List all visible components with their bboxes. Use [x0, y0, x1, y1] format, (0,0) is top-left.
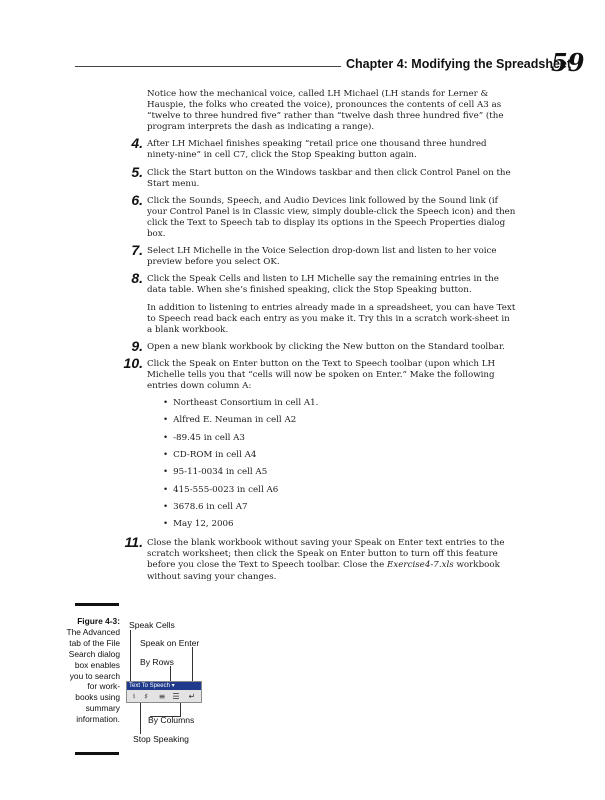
- step-number: 7.: [131, 242, 143, 259]
- figure-caption-text: The Advanced tab of the File Search dialog box enables you to search for work-books using summary information.: [66, 626, 120, 725]
- callout-by-columns: By Columns: [148, 715, 195, 725]
- figure-rule-top: [75, 603, 119, 606]
- step-text: Close the blank workbook without saving your Speak on Enter text entries to the scratch worksheet; then click the Speak on Enter button to turn off this feature before you close the Text to Speech toolbar. Close the Exercise4-7.xls workbook without saving your changes.: [147, 538, 505, 582]
- callout-by-rows: By Rows: [140, 657, 174, 667]
- step-8: [131, 270, 517, 296]
- step-7: [131, 242, 517, 268]
- list-item: • CD-ROM in cell A4: [163, 450, 517, 461]
- list-item: • 415-555-0023 in cell A6: [163, 485, 517, 496]
- entries-list: [163, 398, 517, 530]
- callout-speak-on-enter: Speak on Enter: [140, 638, 200, 648]
- filename: Exercise4-7.xls: [387, 560, 454, 571]
- step-text: After LH Michael finishes speaking “retail price one thousand three hundred ninety-nine” in cell C7, click the Stop Speaking button again.: [147, 139, 487, 161]
- header-rule: [75, 66, 341, 67]
- by-rows-icon[interactable]: ≡: [158, 692, 166, 701]
- speak-on-enter-icon[interactable]: ↵: [188, 692, 196, 701]
- step-text: Click the Start button on the Windows taskbar and then click Control Panel on the Start menu.: [147, 167, 511, 189]
- speak-cells-icon[interactable]: ♮: [132, 692, 136, 701]
- step-number: 8.: [131, 270, 143, 287]
- list-item: • -89.45 in cell A3: [163, 433, 517, 444]
- step-text: Click the Speak Cells and listen to LH Michelle say the remaining entries in the data table. When she’s finished speaking, click the Stop Speaking button.: [147, 274, 499, 296]
- step-10: [123, 354, 517, 392]
- list-item: • 95-11-0034 in cell A5: [163, 467, 517, 478]
- figure-rule-bottom: [75, 752, 119, 755]
- step-number: 10.: [123, 354, 143, 371]
- callout-stop-speaking: Stop Speaking: [133, 734, 189, 744]
- step-8-note: In addition to listening to entries already made in a spreadsheet, you can have Text to Speech read back each entry as you make it. Try this in a scratch work-sheet in a blank workbook.: [147, 302, 516, 335]
- chapter-title: Chapter 4: Modifying the Spreadsheet: [346, 57, 572, 71]
- figure-caption: [66, 616, 120, 725]
- intro-paragraph: Notice how the mechanical voice, called LH Michael (LH stands for Lerner & Hauspie, the folks who created the voice), pronounces the contents of cell A3 as “twelve to three hundred five” rather than “twelve dash three hundred five” (the program interprets the dash as indicating a range).: [147, 89, 504, 133]
- list-item: • 3678.6 in cell A7: [163, 502, 517, 513]
- by-columns-icon[interactable]: ☰: [172, 692, 180, 701]
- step-4: [131, 135, 517, 161]
- step-number: 9.: [131, 337, 143, 354]
- body-text: [123, 89, 517, 589]
- step-number: 6.: [131, 191, 143, 208]
- callout-speak-cells: Speak Cells: [129, 620, 175, 630]
- step-text: Open a new blank workbook by clicking the New button on the Standard toolbar.: [147, 341, 505, 352]
- list-item: • May 12, 2006: [163, 519, 517, 530]
- step-11: [124, 534, 517, 582]
- step-6: [131, 191, 517, 240]
- toolbar-title[interactable]: Text To Speech ▾: [127, 682, 201, 690]
- page-number: 59: [551, 48, 585, 77]
- list-item: • Northeast Consortium in cell A1.: [163, 398, 517, 409]
- step-9: [131, 337, 517, 354]
- step-number: 11.: [124, 534, 143, 551]
- stop-speaking-icon[interactable]: ♯: [144, 692, 148, 701]
- step-5: [131, 163, 517, 190]
- step-text: Select LH Michelle in the Voice Selection drop-down list and listen to her voice preview before you select OK.: [147, 246, 497, 268]
- figure-label: Figure 4-3:: [77, 616, 120, 626]
- step-number: 5.: [131, 163, 143, 180]
- step-text: Click the Speak on Enter button on the Text to Speech toolbar (upon which LH Michelle tells you that “cells will now be spoken on Enter.” Make the following entries down column A:: [147, 358, 496, 392]
- text-to-speech-toolbar: [126, 681, 202, 703]
- callout-line-stop-speaking: [140, 701, 141, 734]
- list-item: • Alfred E. Neuman in cell A2: [163, 415, 517, 426]
- callout-line-speak-cells: [130, 630, 131, 688]
- step-text: Click the Sounds, Speech, and Audio Devices link followed by the Sound link (if your Control Panel is in Classic view, simply double-click the Speech icon) and then click the Text to Speech tab to display its options in the Speech Properties dialog box.: [147, 195, 516, 240]
- step-number: 4.: [131, 135, 143, 152]
